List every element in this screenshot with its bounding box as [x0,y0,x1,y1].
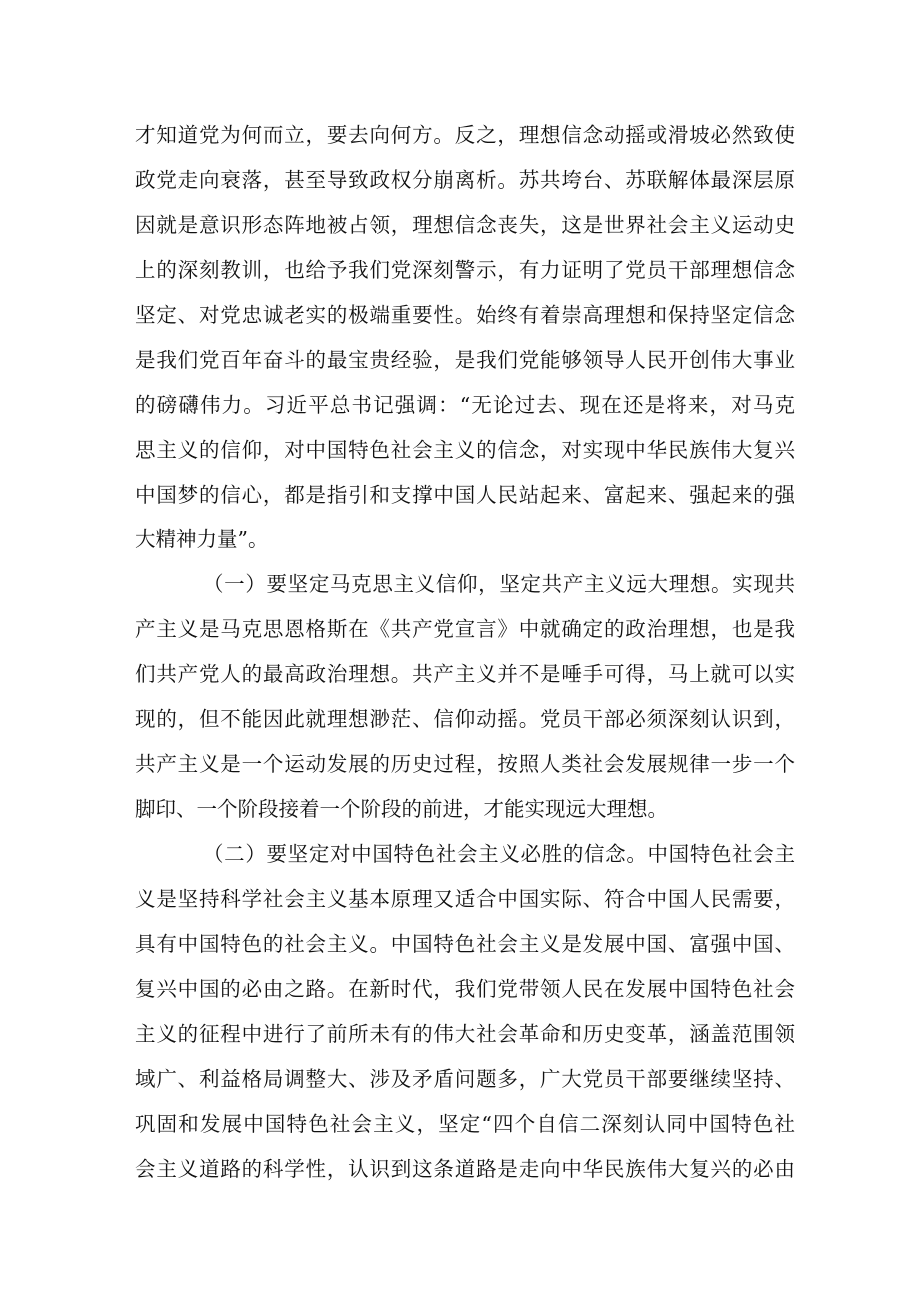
paragraph-1-line-3: 因就是意识形态阵地被占领，理想信念丧失，这是世界社会主义运动史 [135,213,795,237]
paragraph-3-line-3: 具有中国特色的社会主义。中国特色社会主义是发展中国、富强中国、 [135,932,795,956]
paragraph-1-line-1: 才知道党为何而立，要去向何方。反之，理想信念动摇或滑坡必然致使 [135,123,795,147]
paragraph-2-line-6: 脚印、一个阶段接着一个阶段的前进，才能实现远大理想。 [135,797,668,821]
paragraph-1-line-5: 坚定、对党忠诚老实的极端重要性。始终有着崇高理想和保持坚定信念 [135,303,795,327]
paragraph-1-line-4: 上的深刻教训，也给予我们党深刻警示，有力证明了党员干部理想信念 [135,258,795,282]
paragraph-1-line-9: 中国梦的信心，都是指引和支撑中国人民站起来、富起来、强起来的强 [135,483,795,507]
paragraph-3-line-7: 巩固和发展中国特色社会主义，坚定“四个自信二深刻认同中国特色社 [135,1112,795,1136]
paragraph-3-line-2: 义是坚持科学社会主义基本原理又适合中国实际、符合中国人民需要， [135,887,795,911]
paragraph-1-line-6: 是我们党百年奋斗的最宝贵经验，是我们党能够领导人民开创伟大事业 [135,348,795,372]
paragraph-2-line-4: 现的，但不能因此就理想渺茫、信仰动摇。党员干部必须深刻认识到， [135,707,795,731]
paragraph-1-line-8: 思主义的信仰，对中国特色社会主义的信念，对实现中华民族伟大复兴 [135,438,795,462]
paragraph-2-line-3: 们共产党人的最高政治理想。共产主义并不是唾手可得，马上就可以实 [135,662,795,686]
paragraph-3-line-8: 会主义道路的科学性，认识到这条道路是走向中华民族伟大复兴的必由 [135,1157,795,1181]
paragraph-3-line-5: 主义的征程中进行了前所未有的伟大社会革命和历史变革，涵盖范围领 [135,1022,795,1046]
paragraph-3-line-6: 域广、利益格局调整大、涉及矛盾问题多，广大党员干部要继续坚持、 [135,1067,795,1091]
paragraph-1-line-10: 大精神力量”。 [135,527,269,551]
paragraph-3-line-4: 复兴中国的必由之路。在新时代，我们党带领人民在发展中国特色社会 [135,977,795,1001]
paragraph-1-line-2: 政党走向衰落，甚至导致政权分崩离析。苏共垮台、苏联解体最深层原 [135,168,795,192]
paragraph-1-line-7: 的磅礴伟力。习近平总书记强调：“无论过去、现在还是将来，对马克 [135,393,795,417]
paragraph-3-line-1: （二）要坚定对中国特色社会主义必胜的信念。中国特色社会主 [203,842,795,866]
paragraph-2-line-1: （一）要坚定马克思主义信仰，坚定共产主义远大理想。实现共 [203,572,795,596]
paragraph-2-line-5: 共产主义是一个运动发展的历史过程，按照人类社会发展规律一步一个 [135,752,795,776]
paragraph-2-line-2: 产主义是马克思恩格斯在《共产党宣言》中就确定的政治理想，也是我 [135,617,795,641]
